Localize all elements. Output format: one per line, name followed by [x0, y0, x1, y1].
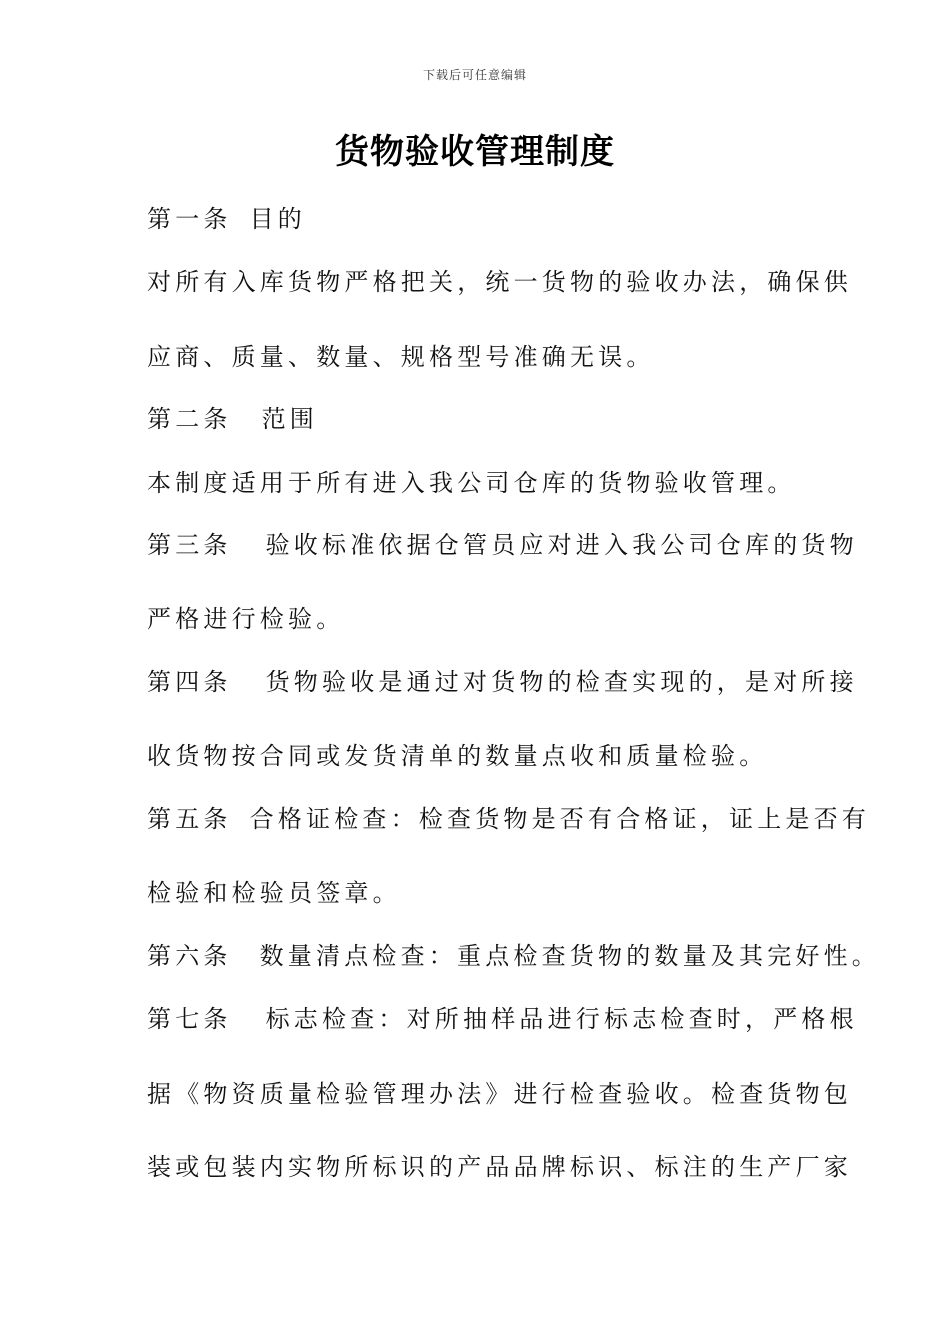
paragraph-line: [147, 266, 852, 298]
article-number: 第七条: [147, 1005, 232, 1033]
line-text: 严格进行检验。: [147, 605, 345, 633]
paragraph-line: [147, 877, 827, 909]
paragraph-line: [147, 803, 871, 835]
line-text: 应商、质量、数量、规格型号准确无误。: [147, 343, 655, 371]
line-text: 范围: [261, 405, 319, 433]
line-text: 标志检查：对所抽样品进行标志检查时，严格根: [265, 1005, 858, 1033]
paragraph-line: [147, 603, 827, 635]
article-number: 第一条: [147, 205, 232, 233]
paragraph-line: [147, 666, 858, 698]
article-number: 第四条: [147, 668, 232, 696]
paragraph-line: [147, 467, 827, 499]
line-text: 收货物按合同或发货清单的数量点收和质量检验。: [147, 742, 768, 770]
article-number: 第三条: [147, 531, 232, 559]
paragraph-line: [147, 1078, 852, 1110]
line-text: 检验和检验员签章。: [147, 879, 401, 907]
paragraph-line: [147, 1151, 852, 1183]
paragraph-line: [147, 1003, 858, 1035]
paragraph-line: [147, 529, 858, 561]
article-number: 第六条: [147, 942, 232, 970]
paragraph-line: [147, 940, 881, 972]
paragraph-line: [147, 203, 827, 235]
document-title: 货物验收管理制度: [335, 132, 615, 172]
line-text: 据《物资质量检验管理办法》进行检查验收。检查货物包: [147, 1080, 852, 1108]
line-text: 对所有入库货物严格把关，统一货物的验收办法，确保供: [147, 268, 852, 296]
article-number: 第二条: [147, 405, 232, 433]
line-text: 验收标准依据仓管员应对进入我公司仓库的货物: [265, 531, 858, 559]
paragraph-line: [147, 740, 827, 772]
article-number: 第五条: [147, 805, 232, 833]
line-text: 本制度适用于所有进入我公司仓库的货物验收管理。: [147, 469, 796, 497]
paragraph-line: [147, 403, 827, 435]
paragraph-line: [147, 341, 827, 373]
line-text: 数量清点检查：重点检查货物的数量及其完好性。: [259, 942, 881, 970]
line-text: 合格证检查：检查货物是否有合格证，证上是否有: [249, 805, 871, 833]
line-text: 目的: [249, 205, 307, 233]
header-note: 下载后可任意编辑: [422, 68, 527, 82]
line-text: 货物验收是通过对货物的检查实现的，是对所接: [265, 668, 858, 696]
line-text: 装或包装内实物所标识的产品品牌标识、标注的生产厂家: [147, 1153, 852, 1181]
